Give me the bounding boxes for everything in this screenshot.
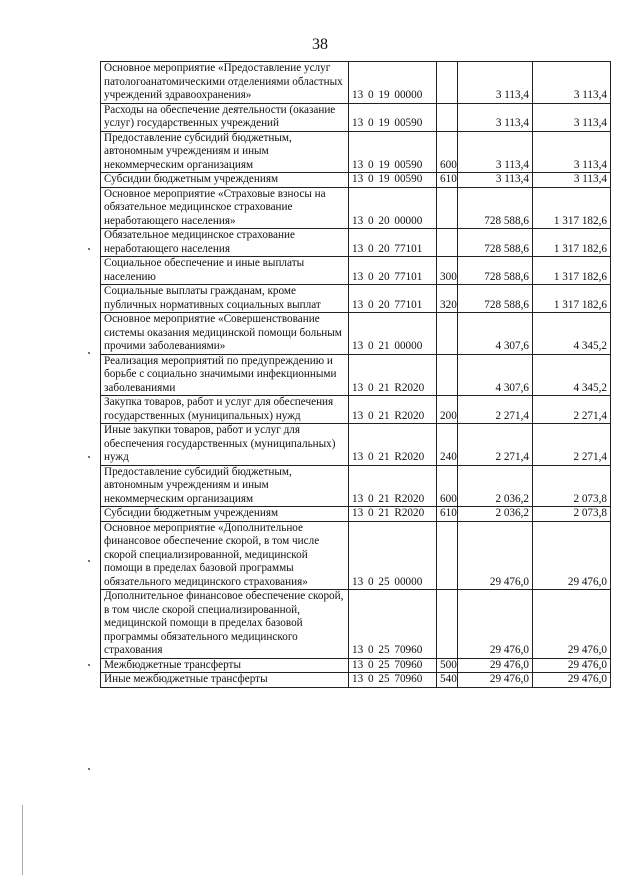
row-vr-cell: 610 xyxy=(437,507,458,522)
row-name-cell: Субсидии бюджетным учреждениям xyxy=(101,507,349,522)
row-code-cell: 13 0 25 70960 xyxy=(349,673,437,688)
margin-mark xyxy=(88,456,90,458)
row-value-2-cell: 2 271,4 xyxy=(533,424,611,466)
row-vr-cell: 600 xyxy=(437,131,458,173)
row-code-cell: 13 0 21 R2020 xyxy=(349,465,437,507)
row-value-1-cell: 2 271,4 xyxy=(458,396,533,424)
table-row xyxy=(101,103,611,131)
margin-mark xyxy=(88,664,90,666)
row-value-1-cell: 728 588,6 xyxy=(458,187,533,229)
margin-mark xyxy=(88,352,90,354)
row-value-1-cell: 3 113,4 xyxy=(458,62,533,104)
row-value-2-cell: 3 113,4 xyxy=(533,103,611,131)
row-value-2-cell: 4 345,2 xyxy=(533,354,611,396)
row-vr-cell: 500 xyxy=(437,658,458,673)
table-row xyxy=(101,521,611,590)
table-row xyxy=(101,396,611,424)
row-value-1-cell: 4 307,6 xyxy=(458,313,533,355)
row-name-cell: Основное мероприятие «Дополнительное финансовое обеспечение скорой, в том числе скорой специализированной, медицинской помощи в пределах базовой программы обязательного медицинского страхования» xyxy=(101,521,349,590)
row-vr-cell: 300 xyxy=(437,257,458,285)
row-vr-cell xyxy=(437,313,458,355)
row-name-cell: Дополнительное финансовое обеспечение скорой, в том числе скорой специализированной, медицинской помощи в пределах базовой программы обязательного медицинского страхования xyxy=(101,590,349,659)
row-vr-cell xyxy=(437,229,458,257)
table-row xyxy=(101,465,611,507)
table-row xyxy=(101,658,611,673)
table-row xyxy=(101,285,611,313)
row-name-cell: Реализация мероприятий по предупреждению и борьбе с социально значимыми инфекционными заболеваниями xyxy=(101,354,349,396)
margin-mark xyxy=(88,560,90,562)
row-code-cell: 13 0 25 70960 xyxy=(349,658,437,673)
row-code-cell: 13 0 20 77101 xyxy=(349,257,437,285)
scan-margin-line xyxy=(22,805,23,875)
row-name-cell: Предоставление субсидий бюджетным, автономным учреждениям и иным некоммерческим организациям xyxy=(101,131,349,173)
row-vr-cell xyxy=(437,521,458,590)
row-code-cell: 13 0 21 R2020 xyxy=(349,507,437,522)
table-row xyxy=(101,673,611,688)
row-code-cell: 13 0 20 77101 xyxy=(349,229,437,257)
row-value-2-cell: 29 476,0 xyxy=(533,590,611,659)
table-row xyxy=(101,354,611,396)
row-vr-cell: 600 xyxy=(437,465,458,507)
row-code-cell: 13 0 20 00000 xyxy=(349,187,437,229)
row-code-cell: 13 0 20 77101 xyxy=(349,285,437,313)
row-code-cell: 13 0 19 00590 xyxy=(349,103,437,131)
row-value-2-cell: 3 113,4 xyxy=(533,62,611,104)
row-name-cell: Межбюджетные трансферты xyxy=(101,658,349,673)
row-value-1-cell: 3 113,4 xyxy=(458,173,533,188)
table-row xyxy=(101,313,611,355)
row-value-1-cell: 728 588,6 xyxy=(458,257,533,285)
table-row xyxy=(101,424,611,466)
table-row xyxy=(101,173,611,188)
row-code-cell: 13 0 21 00000 xyxy=(349,313,437,355)
row-value-2-cell: 1 317 182,6 xyxy=(533,285,611,313)
row-value-2-cell: 1 317 182,6 xyxy=(533,257,611,285)
row-value-1-cell: 3 113,4 xyxy=(458,103,533,131)
row-vr-cell: 540 xyxy=(437,673,458,688)
row-code-cell: 13 0 25 00000 xyxy=(349,521,437,590)
row-value-2-cell: 1 317 182,6 xyxy=(533,229,611,257)
margin-mark xyxy=(88,248,90,250)
row-name-cell: Закупка товаров, работ и услуг для обеспечения государственных (муниципальных) нужд xyxy=(101,396,349,424)
row-value-1-cell: 4 307,6 xyxy=(458,354,533,396)
budget-table-body xyxy=(101,62,611,688)
table-row xyxy=(101,131,611,173)
page-number: 38 xyxy=(312,36,328,53)
margin-mark xyxy=(88,768,90,770)
row-code-cell: 13 0 21 R2020 xyxy=(349,354,437,396)
row-code-cell: 13 0 19 00590 xyxy=(349,131,437,173)
row-name-cell: Обязательное медицинское страхование неработающего населения xyxy=(101,229,349,257)
table-row xyxy=(101,257,611,285)
row-value-2-cell: 29 476,0 xyxy=(533,673,611,688)
row-value-1-cell: 728 588,6 xyxy=(458,285,533,313)
row-vr-cell xyxy=(437,354,458,396)
row-code-cell: 13 0 21 R2020 xyxy=(349,396,437,424)
row-value-1-cell: 2 036,2 xyxy=(458,507,533,522)
row-value-2-cell: 1 317 182,6 xyxy=(533,187,611,229)
row-vr-cell xyxy=(437,103,458,131)
row-vr-cell: 320 xyxy=(437,285,458,313)
row-name-cell: Расходы на обеспечение деятельности (оказание услуг) государственных учреждений xyxy=(101,103,349,131)
row-name-cell: Субсидии бюджетным учреждениям xyxy=(101,173,349,188)
row-name-cell: Основное мероприятие «Страховые взносы на обязательное медицинское страхование неработающего населения» xyxy=(101,187,349,229)
row-value-1-cell: 2 271,4 xyxy=(458,424,533,466)
row-value-1-cell: 29 476,0 xyxy=(458,673,533,688)
row-value-2-cell: 3 113,4 xyxy=(533,131,611,173)
row-value-1-cell: 29 476,0 xyxy=(458,590,533,659)
row-value-2-cell: 29 476,0 xyxy=(533,658,611,673)
row-value-1-cell: 2 036,2 xyxy=(458,465,533,507)
row-value-2-cell: 4 345,2 xyxy=(533,313,611,355)
table-row xyxy=(101,590,611,659)
row-value-2-cell: 2 271,4 xyxy=(533,396,611,424)
row-name-cell: Предоставление субсидий бюджетным, автономным учреждениям и иным некоммерческим организациям xyxy=(101,465,349,507)
row-code-cell: 13 0 19 00590 xyxy=(349,173,437,188)
table-row xyxy=(101,229,611,257)
row-code-cell: 13 0 21 R2020 xyxy=(349,424,437,466)
row-value-2-cell: 29 476,0 xyxy=(533,521,611,590)
row-value-1-cell: 29 476,0 xyxy=(458,521,533,590)
row-vr-cell xyxy=(437,62,458,104)
budget-table xyxy=(100,61,611,688)
table-row xyxy=(101,62,611,104)
row-value-1-cell: 728 588,6 xyxy=(458,229,533,257)
table-row xyxy=(101,187,611,229)
row-name-cell: Основное мероприятие «Совершенствование системы оказания медицинской помощи больным прочими заболеваниями» xyxy=(101,313,349,355)
row-value-1-cell: 29 476,0 xyxy=(458,658,533,673)
row-code-cell: 13 0 19 00000 xyxy=(349,62,437,104)
row-vr-cell xyxy=(437,187,458,229)
row-name-cell: Социальные выплаты гражданам, кроме публичных нормативных социальных выплат xyxy=(101,285,349,313)
row-vr-cell: 200 xyxy=(437,396,458,424)
row-vr-cell: 610 xyxy=(437,173,458,188)
row-value-2-cell: 2 073,8 xyxy=(533,465,611,507)
row-name-cell: Иные закупки товаров, работ и услуг для обеспечения государственных (муниципальных) нужд xyxy=(101,424,349,466)
row-code-cell: 13 0 25 70960 xyxy=(349,590,437,659)
table-row xyxy=(101,507,611,522)
row-value-1-cell: 3 113,4 xyxy=(458,131,533,173)
row-value-2-cell: 3 113,4 xyxy=(533,173,611,188)
row-name-cell: Иные межбюджетные трансферты xyxy=(101,673,349,688)
row-name-cell: Основное мероприятие «Предоставление услуг патологоанатомическими отделениями областных учреждений здравоохранения» xyxy=(101,62,349,104)
row-vr-cell: 240 xyxy=(437,424,458,466)
row-value-2-cell: 2 073,8 xyxy=(533,507,611,522)
row-name-cell: Социальное обеспечение и иные выплаты населению xyxy=(101,257,349,285)
row-vr-cell xyxy=(437,590,458,659)
